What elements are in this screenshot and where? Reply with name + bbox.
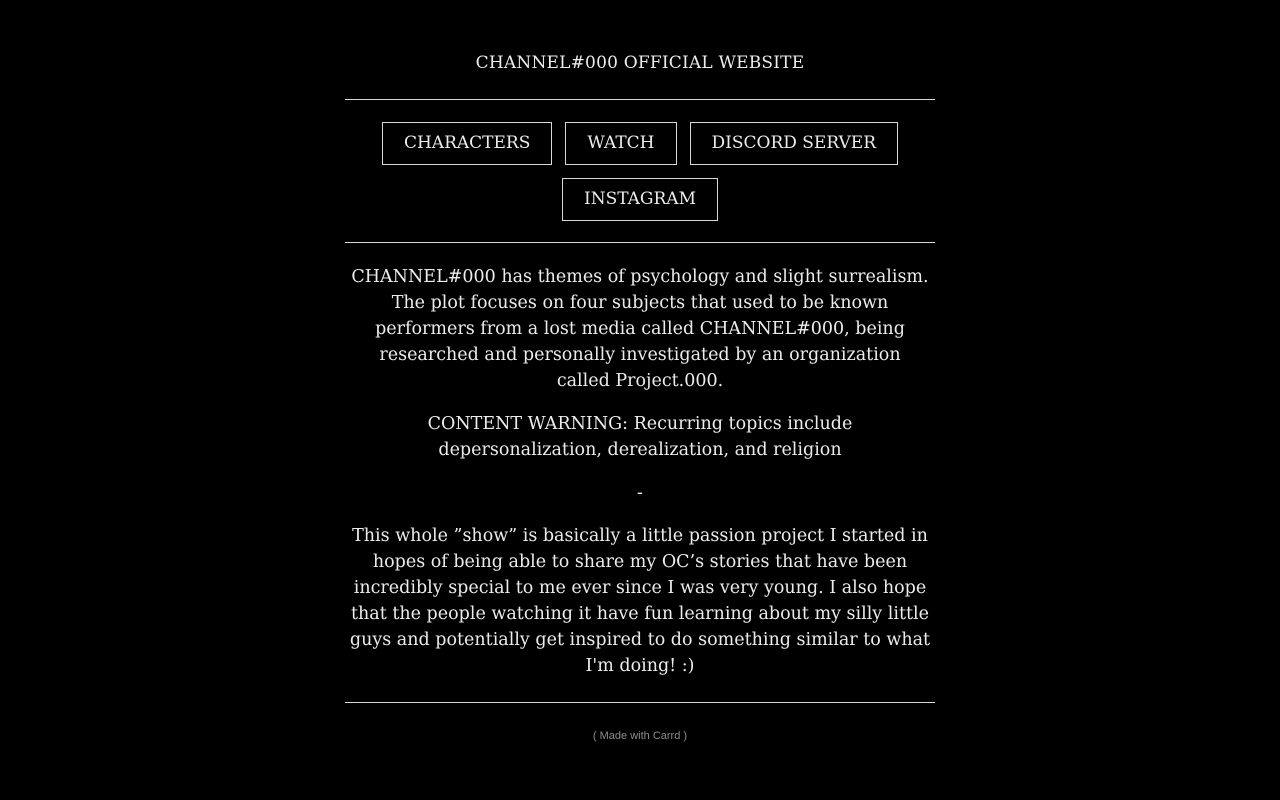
nav-divider (345, 242, 935, 243)
description-section (345, 264, 935, 679)
about-paragraph: This whole ”show” is basically a little passion project I started in hopes of being able to share my OC’s stories that have been incredibly special to me ever since I was very young. I also hope that the people watching it have fun learning about my silly little guys and potentially get inspired to do something similar to what I'm doing! :) (349, 526, 931, 676)
separator-text: - (637, 483, 643, 503)
characters-button[interactable]: CHARACTERS (382, 122, 552, 165)
content-warning: CONTENT WARNING: Recurring topics include depersonalization, derealization, and religion (427, 414, 853, 460)
top-divider (345, 99, 935, 100)
nav-row-primary (0, 122, 1280, 165)
bottom-divider (345, 702, 935, 703)
intro-paragraph: CHANNEL#000 has themes of psychology and slight surrealism. The plot focuses on four subjects that used to be known performers from a lost media called CHANNEL#000, being researched and personally investigated by an organization called Project.000. (351, 267, 929, 391)
nav-row-secondary (0, 178, 1280, 221)
made-with-carrd-link[interactable]: Made with Carrd (599, 730, 681, 742)
watch-button[interactable]: WATCH (565, 122, 676, 165)
footer (0, 728, 1280, 744)
footer-open-paren: ( (592, 730, 600, 742)
footer-close-paren: ) (680, 730, 688, 742)
discord-server-button[interactable]: DISCORD SERVER (690, 122, 899, 165)
site-title: CHANNEL#000 OFFICIAL WEBSITE (475, 53, 805, 73)
instagram-button[interactable]: INSTAGRAM (562, 178, 718, 221)
